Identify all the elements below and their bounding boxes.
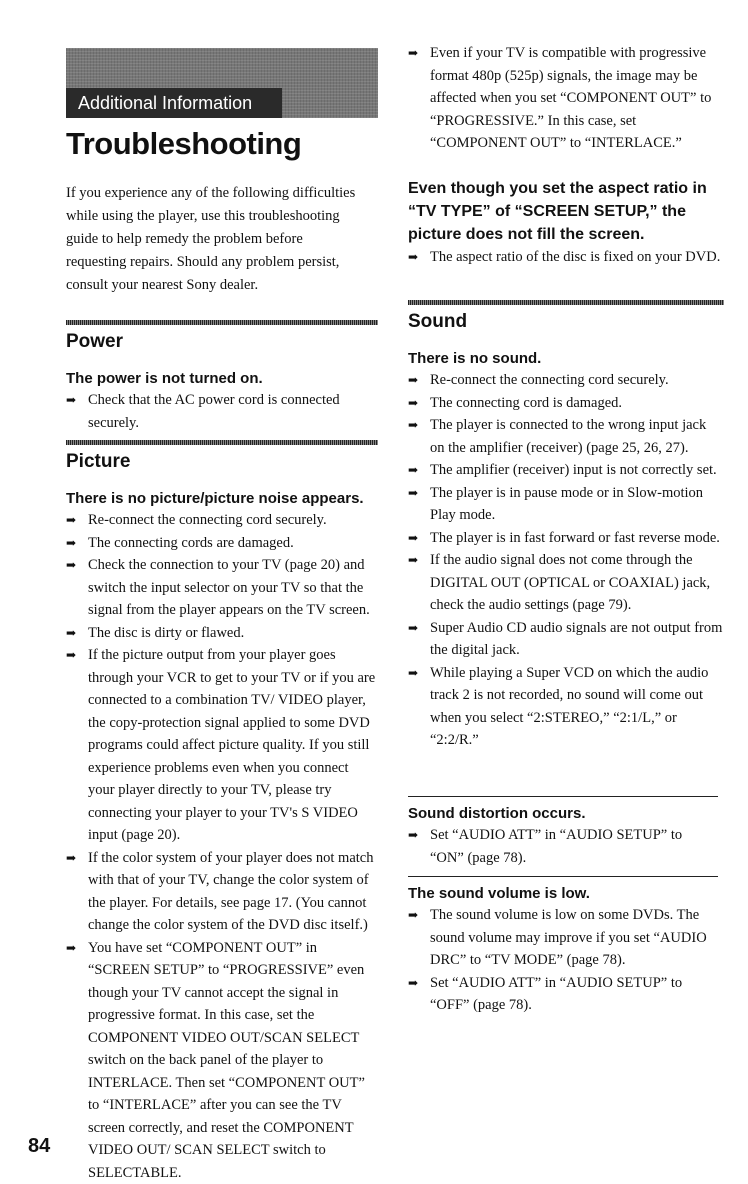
- list-item: ➡ If the color system of your player does not match with that of your TV, change the color system of the player. For details, see page 17. (You cannot change the color system of the DVD disc itself.): [66, 847, 378, 937]
- arrow-right-icon: ➡: [408, 662, 418, 685]
- arrow-right-icon: ➡: [408, 824, 418, 847]
- list-item: ➡ The connecting cord is damaged.: [408, 392, 724, 415]
- list-item: ➡ Re-connect the connecting cord securely.: [408, 369, 724, 392]
- list-item: ➡ The connecting cords are damaged.: [66, 532, 378, 555]
- arrow-right-icon: ➡: [408, 414, 418, 437]
- list-item: ➡ The disc is dirty or flawed.: [66, 622, 378, 645]
- list-item: ➡ Super Audio CD audio signals are not output from the digital jack.: [408, 617, 724, 662]
- section-title-picture: Picture: [66, 450, 378, 474]
- list-item: ➡ The aspect ratio of the disc is fixed on your DVD.: [408, 246, 724, 269]
- list-item: ➡ You have set “COMPONENT OUT” in “SCREEN SETUP” to “PROGRESSIVE” even though your TV cannot accept the signal in progressive format. In this case, set the COMPONENT VIDEO OUT/SCAN SELECT switch on the back panel of the player to INTERLACE. Then set “COMPONENT OUT” to “INTERLACE” after you can see the TV screen correctly, and reset the COMPONENT VIDEO OUT/ SCAN SELECT switch to SELECTABLE.: [66, 937, 378, 1184]
- list-item: ➡ The player is connected to the wrong input jack on the amplifier (receiver) (page 25, 26, 27).: [408, 414, 724, 459]
- section-divider: [408, 300, 724, 305]
- section-banner-label: Additional Information: [66, 88, 282, 118]
- list-item: ➡ Set “AUDIO ATT” in “AUDIO SETUP” to “ON” (page 78).: [408, 824, 718, 869]
- issue-title: The power is not turned on.: [66, 368, 378, 389]
- arrow-right-icon: ➡: [408, 392, 418, 415]
- list-item: ➡ The sound volume is low on some DVDs. The sound volume may improve if you set “AUDIO DRC” to “TV MODE” (page 78).: [408, 904, 718, 972]
- issue-title: There is no sound.: [408, 348, 724, 369]
- section-divider: [66, 320, 378, 325]
- section-title-power: Power: [66, 330, 378, 354]
- arrow-right-icon: ➡: [66, 532, 76, 555]
- arrow-right-icon: ➡: [408, 527, 418, 550]
- list-item: ➡ Even if your TV is compatible with progressive format 480p (525p) signals, the image may be affected when you set “COMPONENT OUT” to “PROGRESSIVE.” In this case, set “COMPONENT OUT” to “INTERLACE.”: [408, 42, 724, 155]
- arrow-right-icon: ➡: [66, 509, 76, 532]
- arrow-right-icon: ➡: [408, 549, 418, 572]
- arrow-right-icon: ➡: [66, 937, 76, 960]
- sound-section: [408, 300, 724, 752]
- arrow-right-icon: ➡: [66, 847, 76, 870]
- arrow-right-icon: ➡: [408, 482, 418, 505]
- remedy-list: [66, 389, 378, 434]
- list-item: ➡ Re-connect the connecting cord securely.: [66, 509, 378, 532]
- arrow-right-icon: ➡: [66, 622, 76, 645]
- remedy-list: [408, 369, 724, 752]
- list-item: ➡ The player is in pause mode or in Slow-motion Play mode.: [408, 482, 724, 527]
- arrow-right-icon: ➡: [408, 972, 418, 995]
- section-divider: [408, 876, 718, 877]
- list-item: ➡ The player is in fast forward or fast reverse mode.: [408, 527, 724, 550]
- intro-paragraph: If you experience any of the following difficulties while using the player, use this troubleshooting guide to help remedy the problem before requesting repairs. Should any problem persist, consult your nearest Sony dealer.: [66, 182, 366, 297]
- arrow-right-icon: ➡: [408, 369, 418, 392]
- remedy-list: [408, 824, 718, 869]
- arrow-right-icon: ➡: [66, 554, 76, 577]
- remedy-list: [408, 42, 724, 155]
- list-item: ➡ If the audio signal does not come through the DIGITAL OUT (OPTICAL or COAXIAL) jack, check the audio settings (page 79).: [408, 549, 724, 617]
- page-number: 84: [28, 1135, 50, 1158]
- arrow-right-icon: ➡: [408, 617, 418, 640]
- list-item: ➡ While playing a Super VCD on which the audio track 2 is not recorded, no sound will come out when you select “2:STEREO,” “2:1/L,” or “2:2/R.”: [408, 662, 724, 752]
- issue-title: Even though you set the aspect ratio in “TV TYPE” of “SCREEN SETUP,” the picture does not fill the screen.: [408, 177, 724, 246]
- list-item: ➡ Check that the AC power cord is connected securely.: [66, 389, 378, 434]
- power-section: [66, 320, 378, 434]
- list-item: ➡ If the picture output from your player goes through your VCR to get to your TV or if you are connected to a combination TV/ VIDEO player, the copy-protection signal applied to some DVD programs could affect picture quality. If you still experience problems even when you connect your player directly to your TV, please try connecting your player to your TV's S VIDEO input (page 20).: [66, 644, 378, 847]
- section-divider: [66, 440, 378, 445]
- picture-section-continued: [408, 42, 724, 268]
- page-title: Troubleshooting: [66, 126, 301, 162]
- list-item: ➡ Set “AUDIO ATT” in “AUDIO SETUP” to “OFF” (page 78).: [408, 972, 718, 1017]
- remedy-list: [66, 509, 378, 1184]
- sound-distortion-block: [408, 796, 718, 869]
- picture-section: [66, 440, 378, 1184]
- remedy-list: [408, 904, 718, 1017]
- arrow-right-icon: ➡: [66, 389, 76, 412]
- remedy-list: [408, 246, 724, 269]
- arrow-right-icon: ➡: [66, 644, 76, 667]
- arrow-right-icon: ➡: [408, 42, 418, 65]
- arrow-right-icon: ➡: [408, 459, 418, 482]
- arrow-right-icon: ➡: [408, 246, 418, 269]
- list-item: ➡ Check the connection to your TV (page 20) and switch the input selector on your TV so that the signal from the player appears on the TV screen.: [66, 554, 378, 622]
- list-item: ➡ The amplifier (receiver) input is not correctly set.: [408, 459, 724, 482]
- section-title-sound: Sound: [408, 310, 724, 334]
- issue-title: Sound distortion occurs.: [408, 803, 718, 824]
- arrow-right-icon: ➡: [408, 904, 418, 927]
- section-divider: [408, 796, 718, 797]
- issue-title: There is no picture/picture noise appears.: [66, 488, 378, 509]
- sound-volume-block: [408, 876, 718, 1017]
- issue-title: The sound volume is low.: [408, 883, 718, 904]
